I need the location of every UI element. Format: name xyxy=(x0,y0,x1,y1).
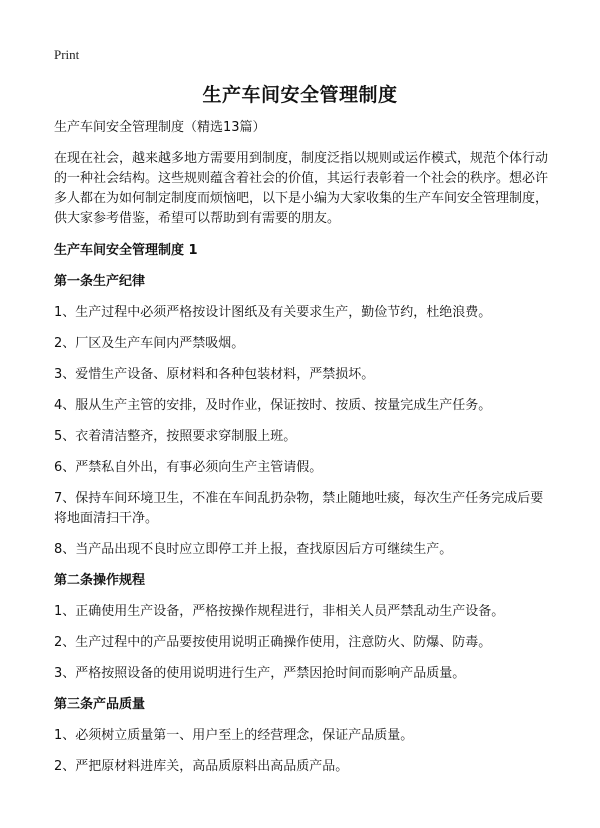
section-heading: 生产车间安全管理制度 1 xyxy=(54,243,198,258)
article-block xyxy=(54,272,548,560)
document-title: 生产车间安全管理制度 xyxy=(202,84,398,106)
article-heading: 第三条产品质量 xyxy=(54,697,146,712)
article-heading: 第二条操作规程 xyxy=(54,573,146,588)
list-item: 1、正确使用生产设备，严格按操作规程进行，非相关人员严禁乱动生产设备。 xyxy=(54,604,505,619)
intro-paragraph: 在现在社会，越来越多地方需要用到制度，制度泛指以规则或运作模式，规范个体行动的一种社会结构。这些规则蕴含着社会的价值，其运行表彰着一个社会的秩序。想必许多人都在为如何制定制度而烦恼吧，以下是小编为大家收集的生产车间安全管理制度，供大家参考借鉴，希望可以帮助到有需要的朋友。 xyxy=(54,151,549,226)
list-item: 2、生产过程中的产品要按使用说明正确操作使用，注意防火、防爆、防毒。 xyxy=(54,635,492,650)
list-item: 3、爱惜生产设备、原材料和各种包装材料，严禁损坏。 xyxy=(54,367,375,382)
print-link[interactable]: Print xyxy=(54,47,80,62)
article-heading: 第一条生产纪律 xyxy=(54,274,146,289)
document-subtitle: 生产车间安全管理制度（精选13篇） xyxy=(54,120,266,135)
document-body xyxy=(54,118,548,788)
list-item: 2、严把原材料进库关，高品质原料出高品质产品。 xyxy=(54,759,349,774)
article-block xyxy=(54,571,548,684)
list-item: 2、厂区及生产车间内严禁吸烟。 xyxy=(54,336,245,351)
list-item: 1、必须树立质量第一、用户至上的经营理念，保证产品质量。 xyxy=(54,728,414,743)
list-item: 8、当产品出现不良时应立即停工并上报，查找原因后方可继续生产。 xyxy=(54,542,453,557)
list-item: 3、严格按照设备的使用说明进行生产，严禁因抢时间而影响产品质量。 xyxy=(54,666,466,681)
list-item: 6、严禁私自外出，有事必须向生产主管请假。 xyxy=(54,460,323,475)
list-item: 5、衣着清洁整齐，按照要求穿制服上班。 xyxy=(54,429,297,444)
list-item: 1、生产过程中必须严格按设计图纸及有关要求生产，勤俭节约，杜绝浪费。 xyxy=(54,305,492,320)
list-item: 4、服从生产主管的安排，及时作业，保证按时、按质、按量完成生产任务。 xyxy=(54,398,492,413)
article-block xyxy=(54,695,548,777)
list-item: 7、保持车间环境卫生，不准在车间乱扔杂物，禁止随地吐痰，每次生产任务完成后要将地面清扫干净。 xyxy=(54,491,544,526)
